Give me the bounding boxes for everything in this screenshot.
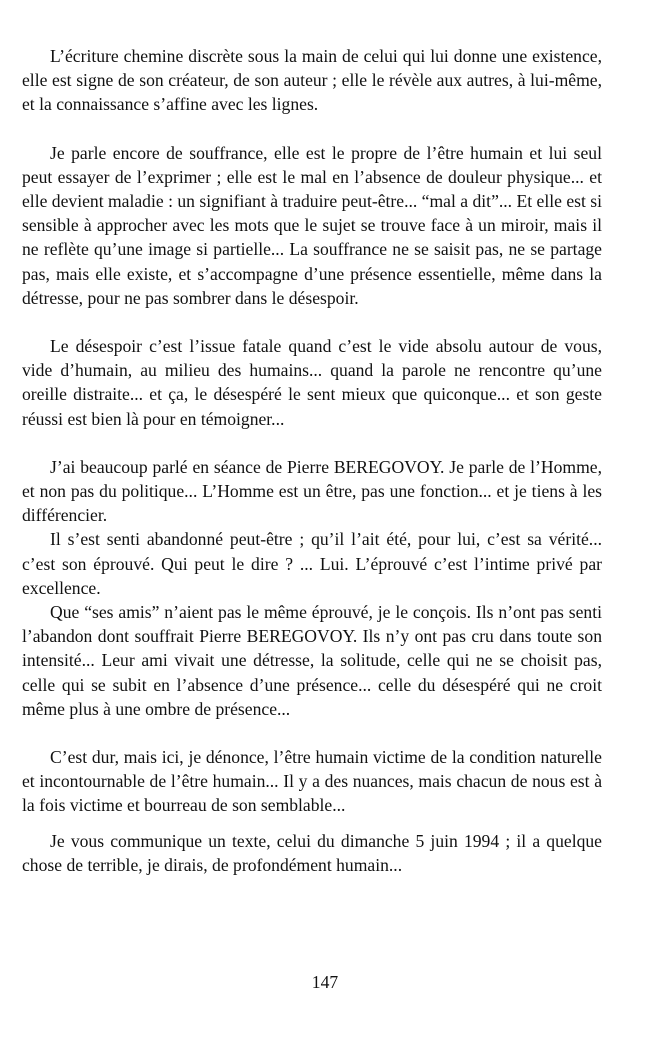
paragraph-ses-amis: Que “ses amis” n’aient pas le même éprouvé, je le conçois. Ils n’ont pas senti l’abandon dont souffrait Pierre BEREGOVOY. Ils n’y ont pas cru dans toute son intensité... Leur ami vivait une détresse, la solitude, celle qui ne se choisit pas, celle qui se subit en l’absence d’une présence... celle du désespéré qui ne croit même plus à une ombre de présence... xyxy=(22,602,602,719)
paragraph-abandonne: Il s’est senti abandonné peut-être ; qu’il l’ait été, pour lui, c’est sa vérité... c’est son éprouvé. Qui peut le dire ? ... Lui. L’éprouvé c’est l’intime privé par excellence. xyxy=(22,529,602,598)
paragraph-texte: Je vous communique un texte, celui du dimanche 5 juin 1994 ; il a quelque chose de terrible, je dirais, de profondément humain... xyxy=(22,830,602,875)
paragraph-souffrance: Je parle encore de souffrance, elle est le propre de l’être humain et lui seul peut essayer de l’exprimer ; elle est le mal en l’absence de douleur physique... et elle devient maladie : un signifiant à traduire peut-être... “mal a dit”... Et elle est si sensible à approcher avec les mots que le sujet se trouve face à un miroir, mais il ne reflète qu’une image si partielle... La souffrance ne se saisit pas, ne se partage pas, mais elle existe, et s’accompagne d’une présence essentielle, même dans la détresse, pour ne pas sombrer dans le désespoir. xyxy=(22,142,602,308)
paragraph-beregovoy: J’ai beaucoup parlé en séance de Pierre BEREGOVOY. Je parle de l’Homme, et non pas du politique... L’Homme est un être, pas une fonction... et je tiens à les différencier. xyxy=(22,456,602,526)
paragraph-denonce: C’est dur, mais ici, je dénonce, l’être humain victime de la condition naturelle et incontournable de l’être humain... Il y a des nuances, mais chacun de nous est à la fois victime et bourreau de son semblable... xyxy=(22,747,602,816)
paragraph-ecriture: L’écriture chemine discrète sous la main de celui qui lui donne une existence, elle est signe de son créateur, de son auteur ; elle le révèle aux autres, à lui-même, et la connaissance s’affine avec les lignes. xyxy=(22,46,602,115)
page-number: 147 xyxy=(311,972,339,992)
paragraph-desespoir: Le désespoir c’est l’issue fatale quand c’est le vide absolu autour de vous, vide d’humain, au milieu des humains... quand la parole ne rencontre qu’une oreille distraite... et ça, le désespéré le sent mieux que quiconque... et son geste réussi est bien là pour en témoigner... xyxy=(22,336,602,429)
page-body xyxy=(22,44,602,877)
